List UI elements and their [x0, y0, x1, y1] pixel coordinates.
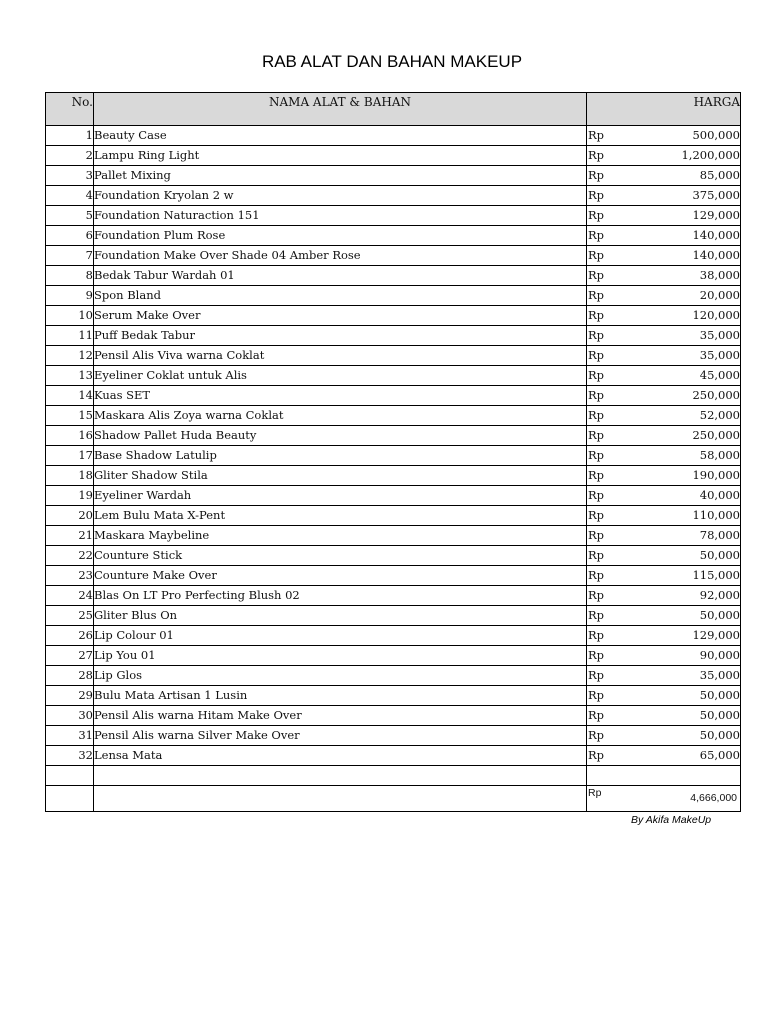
currency-label: Rp [588, 708, 605, 722]
table-row [46, 206, 741, 226]
currency-label: Rp [588, 448, 605, 462]
item-price: 78,000 [699, 528, 740, 542]
item-price: 50,000 [699, 548, 740, 562]
item-price-cell [587, 166, 741, 186]
row-number: 24 [46, 586, 94, 606]
item-price: 375,000 [692, 188, 740, 202]
item-name: Pensil Alis warna Hitam Make Over [94, 706, 587, 726]
item-price: 50,000 [699, 728, 740, 742]
table-row [46, 126, 741, 146]
row-number: 1 [46, 126, 94, 146]
item-price-cell [587, 706, 741, 726]
item-name: Foundation Naturaction 151 [94, 206, 587, 226]
item-price-cell [587, 366, 741, 386]
item-price: 90,000 [699, 648, 740, 662]
item-name: Lip Glos [94, 666, 587, 686]
item-price: 65,000 [699, 748, 740, 762]
item-price-cell [587, 486, 741, 506]
item-price-cell [587, 526, 741, 546]
item-price: 250,000 [692, 428, 740, 442]
item-price-cell [587, 666, 741, 686]
item-price-cell [587, 126, 741, 146]
table-row [46, 566, 741, 586]
item-price: 50,000 [699, 688, 740, 702]
currency-label: Rp [588, 688, 605, 702]
item-price-cell [587, 306, 741, 326]
table-row [46, 486, 741, 506]
table-row [46, 326, 741, 346]
row-number: 30 [46, 706, 94, 726]
table-row [46, 266, 741, 286]
item-name: Base Shadow Latulip [94, 446, 587, 466]
item-name: Lip Colour 01 [94, 626, 587, 646]
table-row [46, 286, 741, 306]
currency-label: Rp [588, 428, 605, 442]
credit-text: By Akifa MakeUp [631, 814, 712, 826]
currency-label: Rp [588, 568, 605, 582]
item-price-cell [587, 346, 741, 366]
item-name: Pensil Alis Viva warna Coklat [94, 346, 587, 366]
row-number: 16 [46, 426, 94, 446]
item-price-cell [587, 726, 741, 746]
item-name: Bulu Mata Artisan 1 Lusin [94, 686, 587, 706]
table-row [46, 366, 741, 386]
item-price-cell [587, 206, 741, 226]
table-row [46, 606, 741, 626]
row-number: 10 [46, 306, 94, 326]
row-number: 6 [46, 226, 94, 246]
row-number: 20 [46, 506, 94, 526]
row-number: 2 [46, 146, 94, 166]
table-row [46, 426, 741, 446]
row-number: 21 [46, 526, 94, 546]
table-row [46, 546, 741, 566]
item-price-cell [587, 246, 741, 266]
item-name: Beauty Case [94, 126, 587, 146]
item-price-cell [587, 646, 741, 666]
table-row [46, 666, 741, 686]
table-row [46, 446, 741, 466]
table-row [46, 466, 741, 486]
currency-label: Rp [588, 308, 605, 322]
row-number: 19 [46, 486, 94, 506]
item-price: 250,000 [692, 388, 740, 402]
item-name: Lip You 01 [94, 646, 587, 666]
item-name: Eyeliner Wardah [94, 486, 587, 506]
item-price: 35,000 [699, 348, 740, 362]
row-number: 4 [46, 186, 94, 206]
item-price: 140,000 [692, 248, 740, 262]
item-name: Kuas SET [94, 386, 587, 406]
table-row [46, 646, 741, 666]
item-price: 35,000 [699, 328, 740, 342]
currency-label: Rp [588, 248, 605, 262]
item-price-cell [587, 506, 741, 526]
item-price: 45,000 [699, 368, 740, 382]
item-price-cell [587, 226, 741, 246]
budget-table [45, 92, 741, 812]
currency-label: Rp [588, 128, 605, 142]
item-price: 85,000 [699, 168, 740, 182]
currency-label: Rp [588, 288, 605, 302]
row-number: 3 [46, 166, 94, 186]
item-price: 35,000 [699, 668, 740, 682]
item-name: Bedak Tabur Wardah 01 [94, 266, 587, 286]
item-price: 190,000 [692, 468, 740, 482]
currency-label: Rp [588, 388, 605, 402]
header-no: No. [46, 93, 94, 126]
row-number: 22 [46, 546, 94, 566]
table-row [46, 406, 741, 426]
currency-label: Rp [588, 488, 605, 502]
item-price: 129,000 [692, 628, 740, 642]
item-name: Foundation Kryolan 2 w [94, 186, 587, 206]
item-price: 129,000 [692, 208, 740, 222]
item-name: Counture Stick [94, 546, 587, 566]
item-price-cell [587, 446, 741, 466]
currency-label: Rp [588, 188, 605, 202]
item-price: 58,000 [699, 448, 740, 462]
row-number: 9 [46, 286, 94, 306]
item-price: 40,000 [699, 488, 740, 502]
row-number: 23 [46, 566, 94, 586]
currency-label: Rp [588, 728, 605, 742]
currency-label: Rp [588, 148, 605, 162]
table-body [46, 126, 741, 766]
item-price-cell [587, 466, 741, 486]
row-number: 29 [46, 686, 94, 706]
row-number: 28 [46, 666, 94, 686]
currency-label: Rp [588, 508, 605, 522]
currency-label: Rp [588, 628, 605, 642]
item-name: Counture Make Over [94, 566, 587, 586]
item-price-cell [587, 286, 741, 306]
item-price-cell [587, 326, 741, 346]
total-cell [587, 786, 741, 812]
item-price-cell [587, 686, 741, 706]
currency-label: Rp [588, 588, 605, 602]
currency-label: Rp [588, 468, 605, 482]
row-number: 11 [46, 326, 94, 346]
row-number: 8 [46, 266, 94, 286]
item-price: 110,000 [692, 508, 740, 522]
table-header-row [46, 93, 741, 126]
table-row [46, 706, 741, 726]
item-name: Gliter Shadow Stila [94, 466, 587, 486]
item-price-cell [587, 386, 741, 406]
currency-label: Rp [588, 668, 605, 682]
document-title: RAB ALAT DAN BAHAN MAKEUP [261, 52, 523, 71]
header-price: HARGA [587, 93, 741, 126]
item-name: Maskara Alis Zoya warna Coklat [94, 406, 587, 426]
row-number: 7 [46, 246, 94, 266]
currency-label: Rp [588, 268, 605, 282]
item-name: Lensa Mata [94, 746, 587, 766]
table-row [46, 166, 741, 186]
table-row [46, 186, 741, 206]
item-price: 20,000 [699, 288, 740, 302]
table-row [46, 586, 741, 606]
item-price: 1,200,000 [681, 148, 740, 162]
item-price: 92,000 [699, 588, 740, 602]
row-number: 15 [46, 406, 94, 426]
currency-label: Rp [588, 348, 605, 362]
table-row [46, 386, 741, 406]
item-name: Blas On LT Pro Perfecting Blush 02 [94, 586, 587, 606]
item-name: Maskara Maybeline [94, 526, 587, 546]
currency-label: Rp [588, 368, 605, 382]
table-row [46, 506, 741, 526]
row-number: 14 [46, 386, 94, 406]
row-number: 12 [46, 346, 94, 366]
row-number: 27 [46, 646, 94, 666]
item-price-cell [587, 266, 741, 286]
total-row [46, 786, 741, 812]
row-number: 32 [46, 746, 94, 766]
row-number: 13 [46, 366, 94, 386]
item-price: 50,000 [699, 608, 740, 622]
item-price-cell [587, 426, 741, 446]
row-number: 26 [46, 626, 94, 646]
row-number: 25 [46, 606, 94, 626]
currency-label: Rp [588, 168, 605, 182]
table-row [46, 146, 741, 166]
item-name: Serum Make Over [94, 306, 587, 326]
item-price-cell [587, 406, 741, 426]
table-row [46, 746, 741, 766]
item-price-cell [587, 146, 741, 166]
row-number: 18 [46, 466, 94, 486]
item-price: 140,000 [692, 228, 740, 242]
item-price-cell [587, 746, 741, 766]
item-name: Eyeliner Coklat untuk Alis [94, 366, 587, 386]
currency-label: Rp [588, 408, 605, 422]
item-price: 50,000 [699, 708, 740, 722]
item-price-cell [587, 546, 741, 566]
item-name: Foundation Plum Rose [94, 226, 587, 246]
table-row [46, 246, 741, 266]
currency-label: Rp [588, 648, 605, 662]
blank-row [46, 766, 741, 786]
item-price-cell [587, 566, 741, 586]
row-number: 5 [46, 206, 94, 226]
currency-label: Rp [588, 228, 605, 242]
item-name: Pallet Mixing [94, 166, 587, 186]
item-price: 120,000 [692, 308, 740, 322]
currency-label: Rp [588, 548, 605, 562]
total-currency: Rp [588, 787, 602, 799]
item-price: 115,000 [692, 568, 740, 582]
table-row [46, 626, 741, 646]
currency-label: Rp [588, 208, 605, 222]
item-price-cell [587, 586, 741, 606]
item-price: 500,000 [692, 128, 740, 142]
header-name: NAMA ALAT & BAHAN [94, 93, 587, 126]
row-number: 31 [46, 726, 94, 746]
table-row [46, 226, 741, 246]
item-name: Lem Bulu Mata X-Pent [94, 506, 587, 526]
table-row [46, 686, 741, 706]
total-amount: 4,666,000 [690, 792, 737, 804]
item-name: Gliter Blus On [94, 606, 587, 626]
item-price-cell [587, 626, 741, 646]
currency-label: Rp [588, 528, 605, 542]
item-name: Puff Bedak Tabur [94, 326, 587, 346]
item-name: Spon Bland [94, 286, 587, 306]
table-row [46, 306, 741, 326]
row-number: 17 [46, 446, 94, 466]
table-row [46, 526, 741, 546]
item-price: 38,000 [699, 268, 740, 282]
table-row [46, 346, 741, 366]
currency-label: Rp [588, 748, 605, 762]
table-row [46, 726, 741, 746]
currency-label: Rp [588, 608, 605, 622]
item-price-cell [587, 606, 741, 626]
item-price: 52,000 [699, 408, 740, 422]
item-name: Lampu Ring Light [94, 146, 587, 166]
item-name: Foundation Make Over Shade 04 Amber Rose [94, 246, 587, 266]
item-name: Pensil Alis warna Silver Make Over [94, 726, 587, 746]
item-price-cell [587, 186, 741, 206]
currency-label: Rp [588, 328, 605, 342]
item-name: Shadow Pallet Huda Beauty [94, 426, 587, 446]
